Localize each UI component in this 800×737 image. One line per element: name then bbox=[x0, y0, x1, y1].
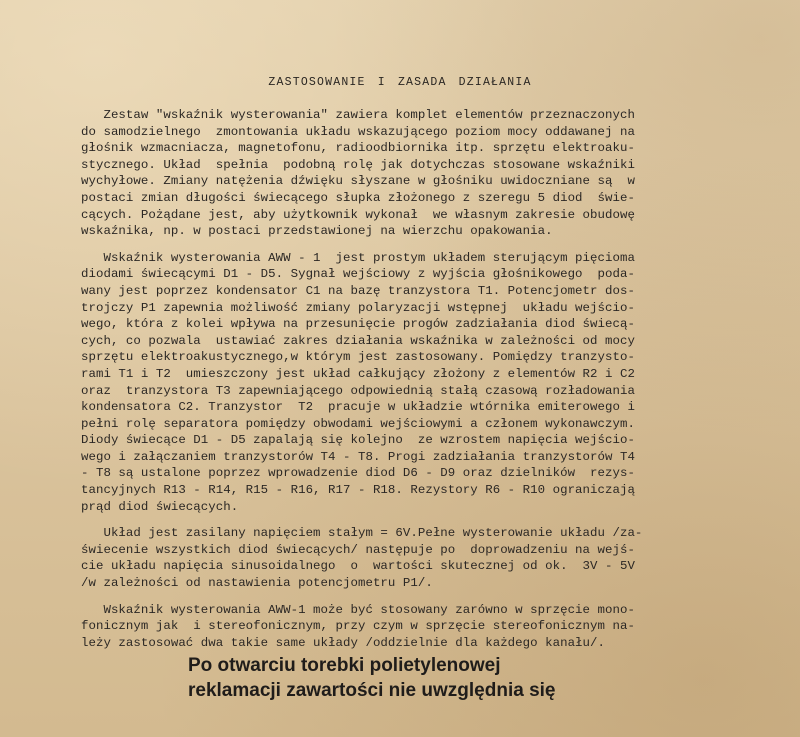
complaint-notice bbox=[188, 653, 748, 703]
text-line: pełni rolę separatora pomiędzy obwodami wejściowymi a członem wykonawczym. bbox=[81, 416, 635, 431]
paragraph bbox=[81, 250, 761, 516]
text-line: kondensatora C2. Tranzystor T2 pracuje w układzie wtórnika emiterowego i bbox=[81, 400, 635, 415]
document-body bbox=[81, 107, 761, 661]
paragraph bbox=[81, 107, 761, 240]
text-line: rami T1 i T2 umieszczony jest układ całkujący złożony z elementów R2 i C2 bbox=[81, 366, 635, 381]
text-line: - T8 są ustalone poprzez wprowadzenie diod D6 - D9 oraz dzielników rezys- bbox=[81, 466, 635, 481]
text-line: sprzętu elektroakustycznego,w którym jest zastosowany. Pomiędzy tranzysto- bbox=[81, 350, 635, 365]
text-line: /w zależności od nastawienia potencjometru P1/. bbox=[81, 576, 433, 591]
text-line: oraz tranzystora T3 zapewniającego odpowiednią stałą czasową rozładowania bbox=[81, 383, 635, 398]
text-line: wskaźnika, np. w postaci przedstawionej na wierzchu opakowania. bbox=[81, 224, 553, 239]
text-line: wego i załączaniem tranzystorów T4 - T8. Progi zadziałania tranzystorów T4 bbox=[81, 449, 635, 464]
text-line: prąd diod świecących. bbox=[81, 499, 239, 514]
text-line: trojczy P1 zapewnia możliwość zmiany polaryzacji wstępnej układu wejścio- bbox=[81, 300, 635, 315]
text-line: leży zastosować dwa takie same układy /oddzielnie dla każdego kanału/. bbox=[81, 635, 605, 650]
page-title: ZASTOSOWANIE I ZASADA DZIAŁANIA bbox=[268, 76, 532, 89]
text-line: cych, co pozwala ustawiać zakres działania wskaźnika w zależności od mocy bbox=[81, 333, 635, 348]
text-line: Wskaźnik wysterowania AWW - 1 jest prostym układem sterującym pięcioma bbox=[81, 250, 635, 265]
text-line: fonicznym jak i stereofonicznym, przy czym w sprzęcie stereofonicznym na- bbox=[81, 619, 635, 634]
text-line: cących. Pożądane jest, aby użytkownik wykonał we własnym zakresie obudowę bbox=[81, 207, 635, 222]
notice-line-2: reklamacji zawartości nie uwzględnia się bbox=[188, 680, 556, 701]
text-line: do samodzielnego zmontowania układu wskazującego poziom mocy oddawanej na bbox=[81, 124, 635, 139]
text-line: Układ jest zasilany napięciem stałym = 6V.Pełne wysterowanie układu /za- bbox=[81, 526, 643, 541]
text-line: cie układu napięcia sinusoidalnego o wartości skutecznej od ok. 3V - 5V bbox=[81, 559, 635, 574]
text-line: postaci zmian długości świecącego słupka złożonego z szeregu 5 diod świe- bbox=[81, 190, 635, 205]
text-line: tancyjnych R13 - R14, R15 - R16, R17 - R18. Rezystory R6 - R10 ograniczają bbox=[81, 483, 635, 498]
notice-line-1: Po otwarciu torebki polietylenowej bbox=[188, 655, 501, 676]
text-line: wany jest poprzez kondensator C1 na bazę tranzystora T1. Potencjometr dos- bbox=[81, 283, 635, 298]
text-line: stycznego. Układ spełnia podobną rolę jak dotychczas stosowane wskaźniki bbox=[81, 157, 635, 172]
text-line: wego, która z kolei wpływa na przesunięcie progów zadziałania diod świecą- bbox=[81, 317, 635, 332]
text-line: Wskaźnik wysterowania AWW-1 może być stosowany zarówno w sprzęcie mono- bbox=[81, 602, 635, 617]
text-line: wychyłowe. Zmiany natężenia dźwięku słyszane w głośniku uwidoczniane są w bbox=[81, 174, 635, 189]
paragraph bbox=[81, 602, 761, 652]
paragraph bbox=[81, 525, 761, 591]
text-line: głośnik wzmacniacza, magnetofonu, radioodbiornika itp. sprzętu elektroaku- bbox=[81, 141, 635, 156]
text-line: świecenie wszystkich diod świecących/ następuje po doprowadzeniu na wejś- bbox=[81, 542, 635, 557]
text-line: Diody świecące D1 - D5 zapalają się kolejno ze wzrostem napięcia wejścio- bbox=[81, 433, 635, 448]
text-line: diodami świecącymi D1 - D5. Sygnał wejściowy z wyjścia głośnikowego poda- bbox=[81, 267, 635, 282]
text-line: Zestaw "wskaźnik wysterowania" zawiera komplet elementów przeznaczonych bbox=[81, 108, 635, 122]
